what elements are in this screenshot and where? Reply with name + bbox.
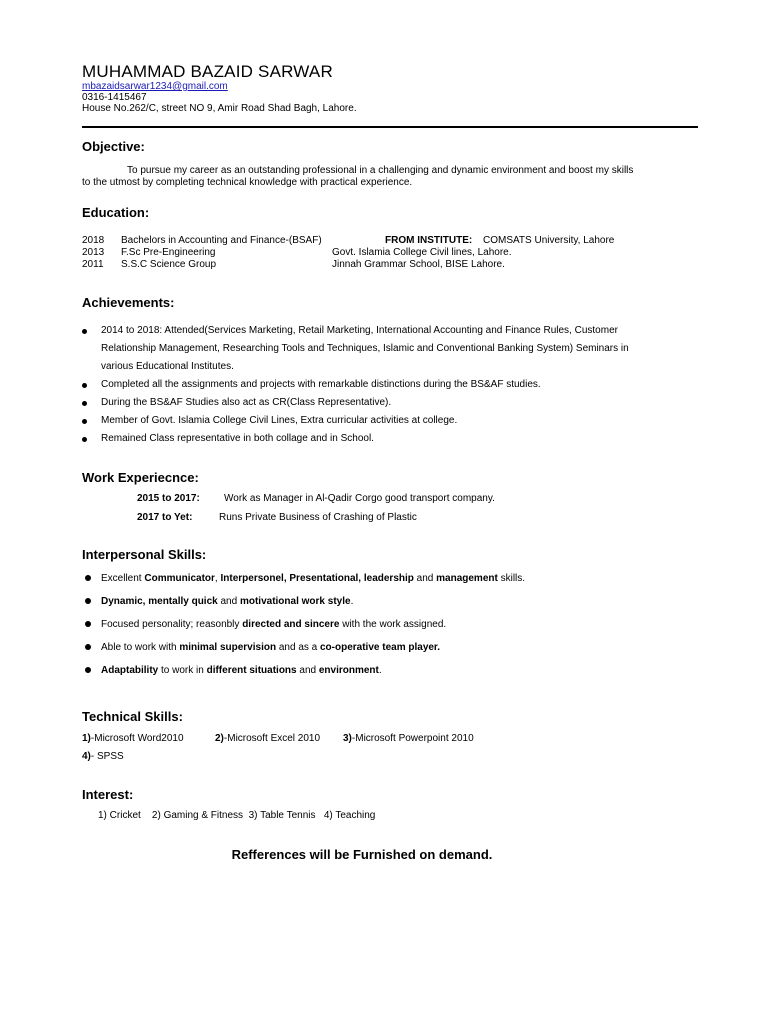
header-divider <box>82 126 698 128</box>
achievements-heading: Achievements: <box>82 295 175 310</box>
education-institute: Govt. Islamia College Civil lines, Lahore. <box>332 247 512 258</box>
list-item: Completed all the assignments and projects with remarkable distinctions during the BS&AF studies. <box>82 376 702 394</box>
work-period: 2015 to 2017: <box>137 493 200 504</box>
list-item: During the BS&AF Studies also act as CR(Class Representative). <box>82 394 702 412</box>
work-detail: Work as Manager in Al-Qadir Corgo good transport company. <box>224 493 495 504</box>
education-year: 2013 <box>82 247 105 258</box>
skill-item: 4)- SPSS <box>82 751 124 762</box>
interest-heading: Interest: <box>82 787 134 802</box>
list-item-continuation: various Educational Institutes. <box>101 361 234 372</box>
list-item: Member of Govt. Islamia College Civil Lines, Extra curricular activities at college. <box>82 412 702 430</box>
education-year: 2011 <box>82 259 104 270</box>
education-row <box>82 235 682 247</box>
education-degree: F.Sc Pre-Engineering <box>121 247 216 258</box>
objective-line-2: to the utmost by completing technical knowledge with practical experience. <box>82 177 413 188</box>
list-item-continuation: Relationship Management, Researching Tools and Techniques, Islamic and Conventional Banking System) Seminars in <box>101 343 629 354</box>
education-heading: Education: <box>82 205 150 220</box>
interest-list: 1) Cricket 2) Gaming & Fitness 3) Table Tennis 4) Teaching <box>98 810 376 821</box>
objective-line-1: To pursue my career as an outstanding professional in a challenging and dynamic environment and boost my skills <box>127 165 634 176</box>
references-note: Refferences will be Furnished on demand. <box>231 847 493 862</box>
bullet-icon <box>82 383 87 388</box>
email-link[interactable]: mbazaidsarwar1234@gmail.com <box>82 81 228 92</box>
interpersonal-heading: Interpersonal Skills: <box>82 547 207 562</box>
education-row <box>82 247 682 259</box>
bullet-icon <box>82 419 87 424</box>
skill-item: 2)-Microsoft Excel 2010 <box>215 733 321 744</box>
education-degree: Bachelors in Accounting and Finance-(BSAF) <box>121 235 322 246</box>
bullet-icon <box>82 329 87 334</box>
work-period: 2017 to Yet: <box>137 512 193 523</box>
education-institute: Jinnah Grammar School, BISE Lahore. <box>332 259 505 270</box>
list-item: Excellent Communicator, Interpersonel, Presentational, leadership and management skills. <box>82 570 702 588</box>
bullet-icon <box>85 598 91 604</box>
list-item: Focused personality; reasonbly directed and sincere with the work assigned. <box>82 616 702 634</box>
list-item: Adaptability to work in different situations and environment. <box>82 662 702 680</box>
address: House No.262/C, street NO 9, Amir Road Shad Bagh, Lahore. <box>82 103 357 114</box>
education-row <box>82 259 682 271</box>
candidate-name: MUHAMMAD BAZAID SARWAR <box>82 62 333 81</box>
bullet-icon <box>85 667 91 673</box>
skill-item: 3)-Microsoft Powerpoint 2010 <box>343 733 474 744</box>
education-degree: S.S.C Science Group <box>121 259 217 270</box>
bullet-icon <box>85 575 91 581</box>
list-item: Able to work with minimal supervision and as a co-operative team player. <box>82 639 702 657</box>
objective-heading: Objective: <box>82 139 145 154</box>
list-item: 2014 to 2018: Attended(Services Marketing, Retail Marketing, International Accounting and Finance Rules, Customer <box>82 322 702 340</box>
bullet-icon <box>85 644 91 650</box>
skill-item: 1)-Microsoft Word2010 <box>82 733 184 744</box>
work-heading: Work Experiecnce: <box>82 470 199 485</box>
bullet-icon <box>82 401 87 406</box>
bullet-icon <box>85 621 91 627</box>
bullet-icon <box>82 437 87 442</box>
technical-heading: Technical Skills: <box>82 709 183 724</box>
list-item: Remained Class representative in both collage and in School. <box>82 430 702 448</box>
education-institute-label: FROM INSTITUTE: <box>385 235 473 246</box>
phone-number: 0316-1415467 <box>82 92 147 103</box>
work-detail: Runs Private Business of Crashing of Plastic <box>219 512 417 523</box>
education-year: 2018 <box>82 235 105 246</box>
education-institute: COMSATS University, Lahore <box>483 235 615 246</box>
list-item: Dynamic, mentally quick and motivational work style. <box>82 593 702 611</box>
